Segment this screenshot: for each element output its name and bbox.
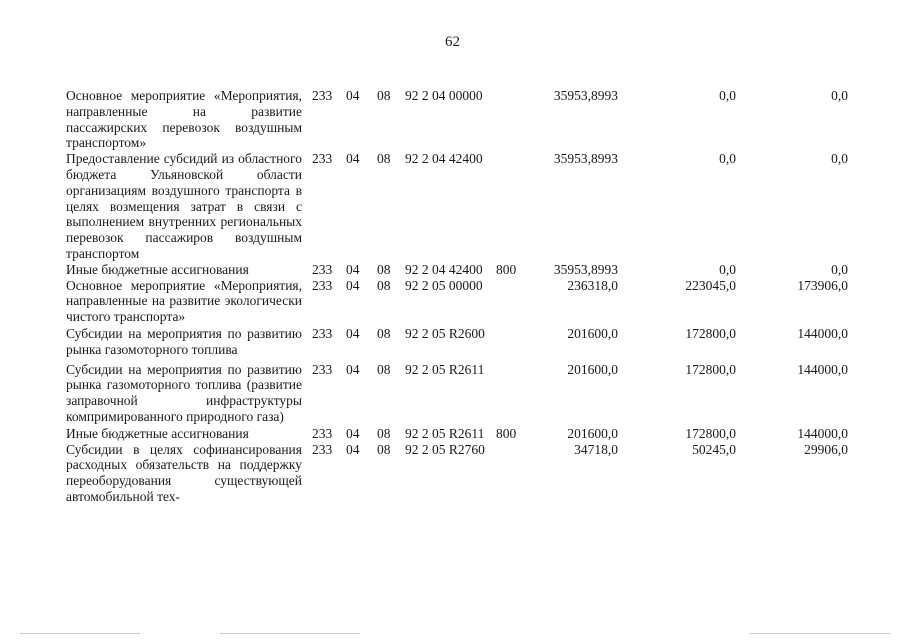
row-amount-year3: 144000,0 [797, 325, 848, 341]
row-amount-year3: 144000,0 [797, 361, 848, 377]
row-section: 04 [346, 441, 360, 457]
row-name: Основное мероприятие «Мероприятия, направленные на развитие пассажирских перевозок воздушным транспортом» [66, 88, 302, 151]
row-amount-year1: 201600,0 [567, 425, 618, 441]
row-amount-year1: 236318,0 [567, 277, 618, 293]
row-expense-type: 800 [496, 425, 517, 441]
row-amount-year3: 144000,0 [797, 425, 848, 441]
row-grbs: 233 [312, 261, 333, 277]
table-row [66, 262, 848, 278]
row-amount-year1: 35953,8993 [553, 88, 618, 103]
budget-table [66, 88, 848, 505]
scan-artifact-line [220, 633, 360, 634]
row-amount-year2: 0,0 [719, 88, 736, 103]
row-amount-year1: 35953,8993 [553, 261, 618, 277]
row-name: Субсидии на мероприятия по развитию рынка газомоторного топлива [66, 325, 302, 357]
row-amount-year1: 201600,0 [567, 361, 618, 377]
row-amount-year2: 223045,0 [685, 277, 736, 293]
row-subsection: 08 [377, 441, 391, 457]
row-amount-year3: 29906,0 [804, 441, 848, 457]
page-number: 62 [445, 34, 460, 50]
scan-artifact-line [750, 633, 890, 634]
row-amount-year2: 0,0 [719, 151, 736, 167]
row-section: 04 [346, 277, 360, 293]
row-subsection: 08 [377, 325, 391, 341]
row-name: Субсидии в целях софинансирования расходных обязательств на поддержку переоборудования существующей автомобильной тех- [66, 441, 302, 504]
row-amount-year3: 173906,0 [797, 277, 848, 293]
row-grbs: 233 [312, 151, 333, 167]
row-name: Предоставление субсидий из областного бюджета Ульяновской области организациям воздушного транспорта в целях возмещения затрат в связи с выполнением внутренних региональных перевозок пассажиров воздушным транспортом [66, 151, 302, 261]
row-target-article: 92 2 05 R2760 [405, 441, 485, 457]
row-expense-type [496, 88, 530, 151]
row-expense-type [496, 151, 530, 262]
row-target-article: 92 2 05 R2611 [405, 425, 485, 441]
row-target-article: 92 2 04 42400 [405, 151, 483, 167]
row-target-article: 92 2 04 42400 [405, 261, 483, 277]
row-section: 04 [346, 261, 360, 277]
table-row [66, 358, 848, 425]
row-section: 04 [346, 88, 360, 103]
row-subsection: 08 [377, 88, 391, 103]
row-grbs: 233 [312, 325, 333, 341]
row-grbs: 233 [312, 361, 333, 377]
scan-artifact-line [20, 633, 140, 634]
row-target-article: 92 2 05 R2600 [405, 325, 485, 341]
row-expense-type [496, 442, 530, 505]
table-row [66, 151, 848, 262]
row-amount-year1: 34718,0 [574, 441, 618, 457]
table-row [66, 88, 848, 151]
row-grbs: 233 [312, 425, 333, 441]
row-name: Иные бюджетные ассигнования [66, 425, 249, 441]
row-amount-year3: 0,0 [831, 261, 848, 277]
row-subsection: 08 [377, 151, 391, 167]
row-name: Основное мероприятие «Мероприятия, направленные на развитие экологически чистого транспорта» [66, 277, 302, 325]
table-row [66, 425, 848, 442]
row-section: 04 [346, 151, 360, 167]
row-subsection: 08 [377, 361, 391, 377]
row-grbs: 233 [312, 277, 333, 293]
row-amount-year1: 35953,8993 [553, 151, 618, 167]
row-grbs: 233 [312, 441, 333, 457]
row-subsection: 08 [377, 261, 391, 277]
row-amount-year2: 50245,0 [692, 441, 736, 457]
row-amount-year2: 172800,0 [685, 361, 736, 377]
row-expense-type: 800 [496, 261, 517, 277]
row-amount-year2: 172800,0 [685, 425, 736, 441]
row-amount-year2: 0,0 [719, 261, 736, 277]
row-expense-type [496, 325, 530, 358]
row-name: Субсидии на мероприятия по развитию рынка газомоторного топлива (развитие заправочной инфраструктуры компримированного природного газа) [66, 361, 302, 424]
row-name: Иные бюджетные ассигнования [66, 261, 249, 277]
row-grbs: 233 [312, 88, 333, 103]
row-section: 04 [346, 325, 360, 341]
row-target-article: 92 2 05 R2611 [405, 361, 485, 377]
table-row [66, 278, 848, 325]
table-row [66, 325, 848, 358]
row-subsection: 08 [377, 425, 391, 441]
row-section: 04 [346, 361, 360, 377]
row-amount-year3: 0,0 [831, 151, 848, 167]
row-section: 04 [346, 425, 360, 441]
table-row [66, 442, 848, 505]
row-expense-type [496, 278, 530, 325]
row-amount-year2: 172800,0 [685, 325, 736, 341]
row-expense-type [496, 358, 530, 425]
row-subsection: 08 [377, 277, 391, 293]
row-amount-year1: 201600,0 [567, 325, 618, 341]
row-target-article: 92 2 05 00000 [405, 277, 483, 293]
row-target-article: 92 2 04 00000 [405, 88, 483, 103]
row-amount-year3: 0,0 [831, 88, 848, 103]
